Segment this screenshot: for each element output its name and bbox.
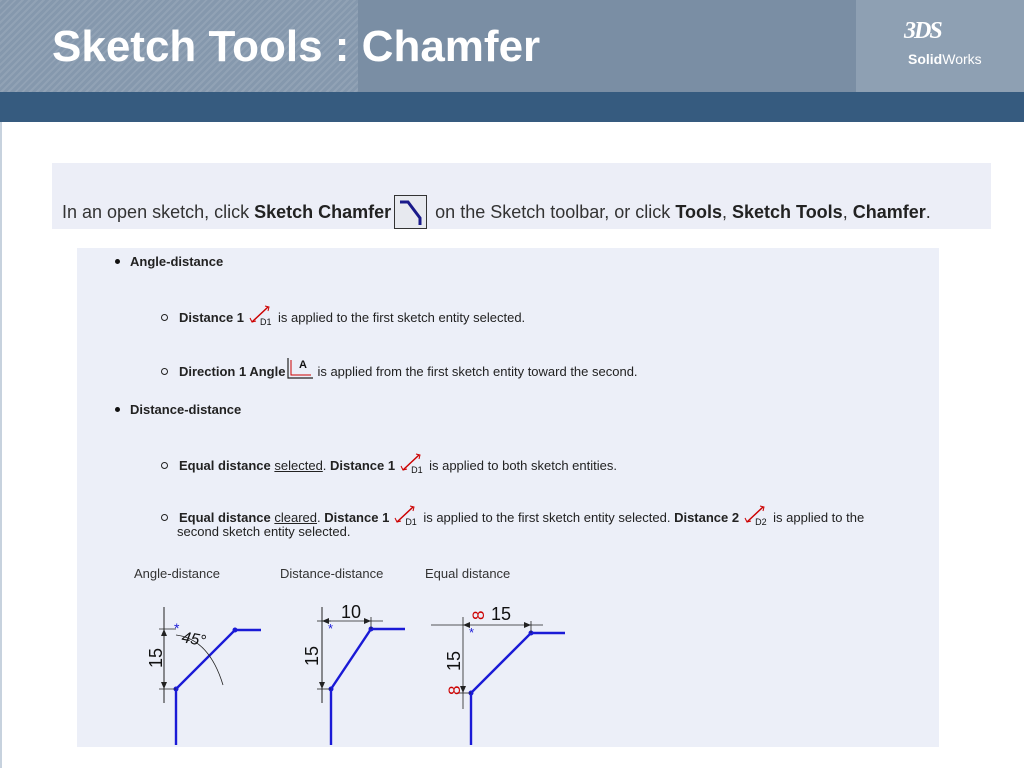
solidworks-logo: [894, 18, 990, 74]
center-mark: *: [174, 620, 180, 636]
angle-distance-diagram: [146, 607, 261, 745]
equal-mark-left: 8: [445, 685, 464, 695]
equal-dimension-left: 15: [444, 650, 464, 671]
angle-icon: [285, 356, 315, 382]
distance-icon: D2: [743, 504, 769, 526]
list-item: Distance-distance: [115, 402, 241, 417]
center-mark: *: [469, 625, 475, 640]
instruction-text: In an open sketch, click Sketch Chamfer on the Sketch toolbar, or click Tools, Sketch Tools, Chamfer.: [62, 195, 931, 229]
sketch-chamfer-label: Sketch Chamfer: [254, 202, 392, 222]
header-band: [0, 92, 1024, 122]
angle-dimension: 45°: [180, 629, 208, 651]
list-item: Direction 1 Angle A is applied from the first sketch entity toward the second.: [161, 356, 638, 382]
equal-mark-top: 8: [469, 610, 488, 620]
distance-dimension-top: 10: [341, 602, 362, 622]
instruction-box: [52, 163, 991, 229]
left-rule: [0, 122, 2, 768]
distance-distance-diagram: [302, 602, 405, 745]
distance-icon: D1: [248, 304, 274, 326]
caption-angle-distance: Angle-distance: [134, 566, 220, 581]
logo-wordmark: SolidWorks: [908, 51, 982, 67]
distance-icon: D1: [393, 504, 419, 526]
caption-distance-distance: Distance-distance: [280, 566, 384, 581]
equal-distance-diagram: [431, 604, 565, 745]
svg-text:A: A: [299, 359, 308, 371]
length-dimension: 15: [146, 647, 166, 668]
equal-dimension-top: 15: [491, 604, 512, 624]
sketch-chamfer-icon: [394, 195, 427, 229]
logo-ds-mark: 3DS: [904, 18, 941, 44]
distance-icon: D1: [399, 452, 425, 474]
list-item: Equal distance cleared. Distance 1 D1 is applied to the first sketch entity selected. Distance 2 D2 is applied to the: [161, 504, 864, 527]
caption-equal-distance: Equal distance: [425, 566, 511, 581]
distance-dimension-left: 15: [302, 645, 322, 666]
list-item: Distance 1 D1 is applied to the first sketch entity selected.: [161, 304, 525, 327]
list-item: Angle-distance: [115, 254, 223, 269]
list-item: Equal distance selected. Distance 1 D1 is applied to both sketch entities.: [161, 452, 617, 475]
chamfer-diagrams: [77, 595, 597, 747]
slide-title: Sketch Tools : Chamfer: [52, 22, 541, 71]
list-item-continuation: second sketch entity selected.: [177, 524, 351, 539]
slide-header: [0, 0, 1024, 92]
chamfer-diagrams-svg: [77, 595, 597, 747]
center-mark: *: [328, 621, 334, 636]
